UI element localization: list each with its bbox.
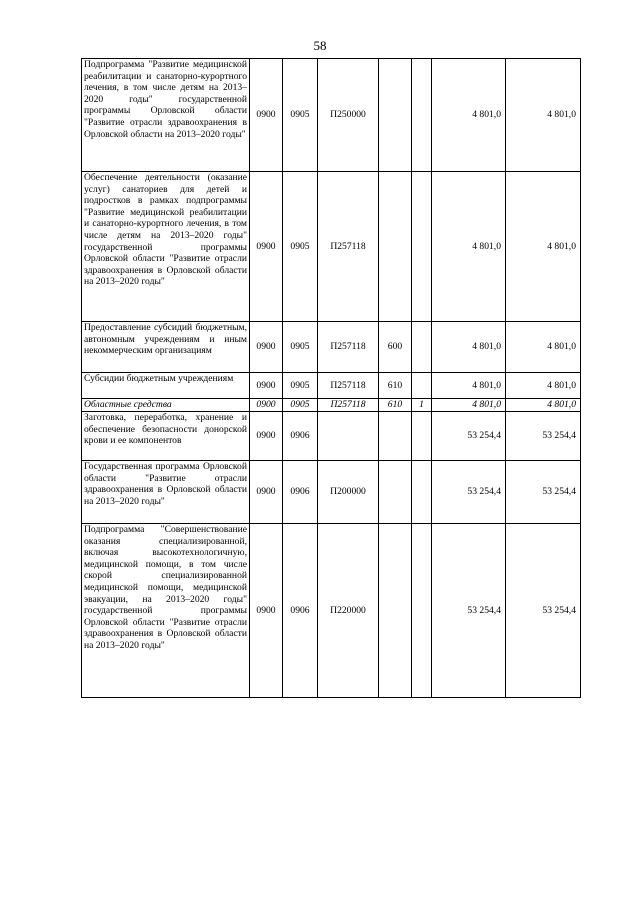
ved-code: 0900 bbox=[250, 59, 283, 172]
amount-1: 4 801,0 bbox=[432, 322, 506, 373]
page-number: 58 bbox=[313, 38, 327, 53]
funding-source: 1 bbox=[412, 399, 432, 412]
funding-source bbox=[412, 524, 432, 698]
section-code: 0905 bbox=[283, 322, 318, 373]
amount-1: 53 254,4 bbox=[432, 524, 506, 698]
ved-code: 0900 bbox=[250, 322, 283, 373]
expense-type-code: 610 bbox=[379, 399, 412, 412]
amount-2: 4 801,0 bbox=[506, 399, 581, 412]
amount-2: 4 801,0 bbox=[506, 322, 581, 373]
amount-1: 4 801,0 bbox=[432, 59, 506, 172]
target-article-code: П257118 bbox=[318, 399, 379, 412]
expense-type-code: 600 bbox=[379, 322, 412, 373]
table-row bbox=[82, 399, 581, 412]
section-code: 0905 bbox=[283, 172, 318, 322]
ved-code: 0900 bbox=[250, 524, 283, 698]
ved-code: 0900 bbox=[250, 172, 283, 322]
expense-type-code bbox=[379, 172, 412, 322]
target-article-code bbox=[318, 412, 379, 461]
row-name: Государственная программа Орловской области "Развитие отрасли здравоохранения в Орловской области на 2013–2020 годы" bbox=[82, 461, 250, 524]
row-name: Подпрограмма "Совершенствование оказания специализированной, включая высокотехнологичную, медицинской помощи, в том числе скорой специализированной медицинской помощи, медицинской эвакуации, на 2013–2020 годы" государственной программы Орловской области "Развитие отрасли здравоохранения в Орловской области на 2013–2020 годы" bbox=[82, 524, 250, 698]
table-row bbox=[82, 412, 581, 461]
row-name: Подпрограмма "Развитие медицинской реабилитации и санаторно-курортного лечения, в том числе детям на 2013–2020 годы" государственной программы Орловской области "Развитие отрасли здравоохранения в Орловской области на 2013–2020 годы" bbox=[82, 59, 250, 172]
target-article-code: П257118 bbox=[318, 322, 379, 373]
section-code: 0905 bbox=[283, 399, 318, 412]
ved-code: 0900 bbox=[250, 399, 283, 412]
table-row bbox=[82, 322, 581, 373]
funding-source bbox=[412, 461, 432, 524]
amount-2: 4 801,0 bbox=[506, 373, 581, 399]
table-row bbox=[82, 172, 581, 322]
amount-2: 53 254,4 bbox=[506, 524, 581, 698]
amount-1: 53 254,4 bbox=[432, 461, 506, 524]
target-article-code: П200000 bbox=[318, 461, 379, 524]
ved-code: 0900 bbox=[250, 461, 283, 524]
ved-code: 0900 bbox=[250, 412, 283, 461]
expense-type-code bbox=[379, 59, 412, 172]
row-name: Обеспечение деятельности (оказание услуг) санаториев для детей и подростков в рамках подпрограммы "Развитие медицинской реабилитации и санаторно-курортного лечения, в том числе детям на 2013–2020 годы" государственной программы Орловской области "Развитие отрасли здравоохранения в Орловской области на 2013–2020 годы" bbox=[82, 172, 250, 322]
table-row bbox=[82, 524, 581, 698]
section-code: 0906 bbox=[283, 412, 318, 461]
amount-1: 4 801,0 bbox=[432, 172, 506, 322]
row-name: Предоставление субсидий бюджетным, автономным учреждениям и иным некоммерческим организациям bbox=[82, 322, 250, 373]
amount-2: 4 801,0 bbox=[506, 59, 581, 172]
amount-2: 53 254,4 bbox=[506, 412, 581, 461]
expense-type-code: 610 bbox=[379, 373, 412, 399]
target-article-code: П250000 bbox=[318, 59, 379, 172]
table-row bbox=[82, 461, 581, 524]
amount-1: 53 254,4 bbox=[432, 412, 506, 461]
row-name: Заготовка, переработка, хранение и обеспечение безопасности донорской крови и ее компонентов bbox=[82, 412, 250, 461]
expense-type-code bbox=[379, 524, 412, 698]
funding-source bbox=[412, 59, 432, 172]
ved-code: 0900 bbox=[250, 373, 283, 399]
target-article-code: П257118 bbox=[318, 373, 379, 399]
amount-1: 4 801,0 bbox=[432, 399, 506, 412]
section-code: 0905 bbox=[283, 373, 318, 399]
funding-source bbox=[412, 172, 432, 322]
table-row bbox=[82, 59, 581, 172]
expense-type-code bbox=[379, 412, 412, 461]
target-article-code: П257118 bbox=[318, 172, 379, 322]
amount-2: 4 801,0 bbox=[506, 172, 581, 322]
section-code: 0906 bbox=[283, 524, 318, 698]
section-code: 0906 bbox=[283, 461, 318, 524]
funding-source bbox=[412, 373, 432, 399]
expense-type-code bbox=[379, 461, 412, 524]
budget-table bbox=[81, 58, 581, 698]
table-row bbox=[82, 373, 581, 399]
target-article-code: П220000 bbox=[318, 524, 379, 698]
row-name: Областные средства bbox=[82, 399, 250, 412]
amount-1: 4 801,0 bbox=[432, 373, 506, 399]
row-name: Субсидии бюджетным учреждениям bbox=[82, 373, 250, 399]
amount-2: 53 254,4 bbox=[506, 461, 581, 524]
funding-source bbox=[412, 412, 432, 461]
funding-source bbox=[412, 322, 432, 373]
section-code: 0905 bbox=[283, 59, 318, 172]
